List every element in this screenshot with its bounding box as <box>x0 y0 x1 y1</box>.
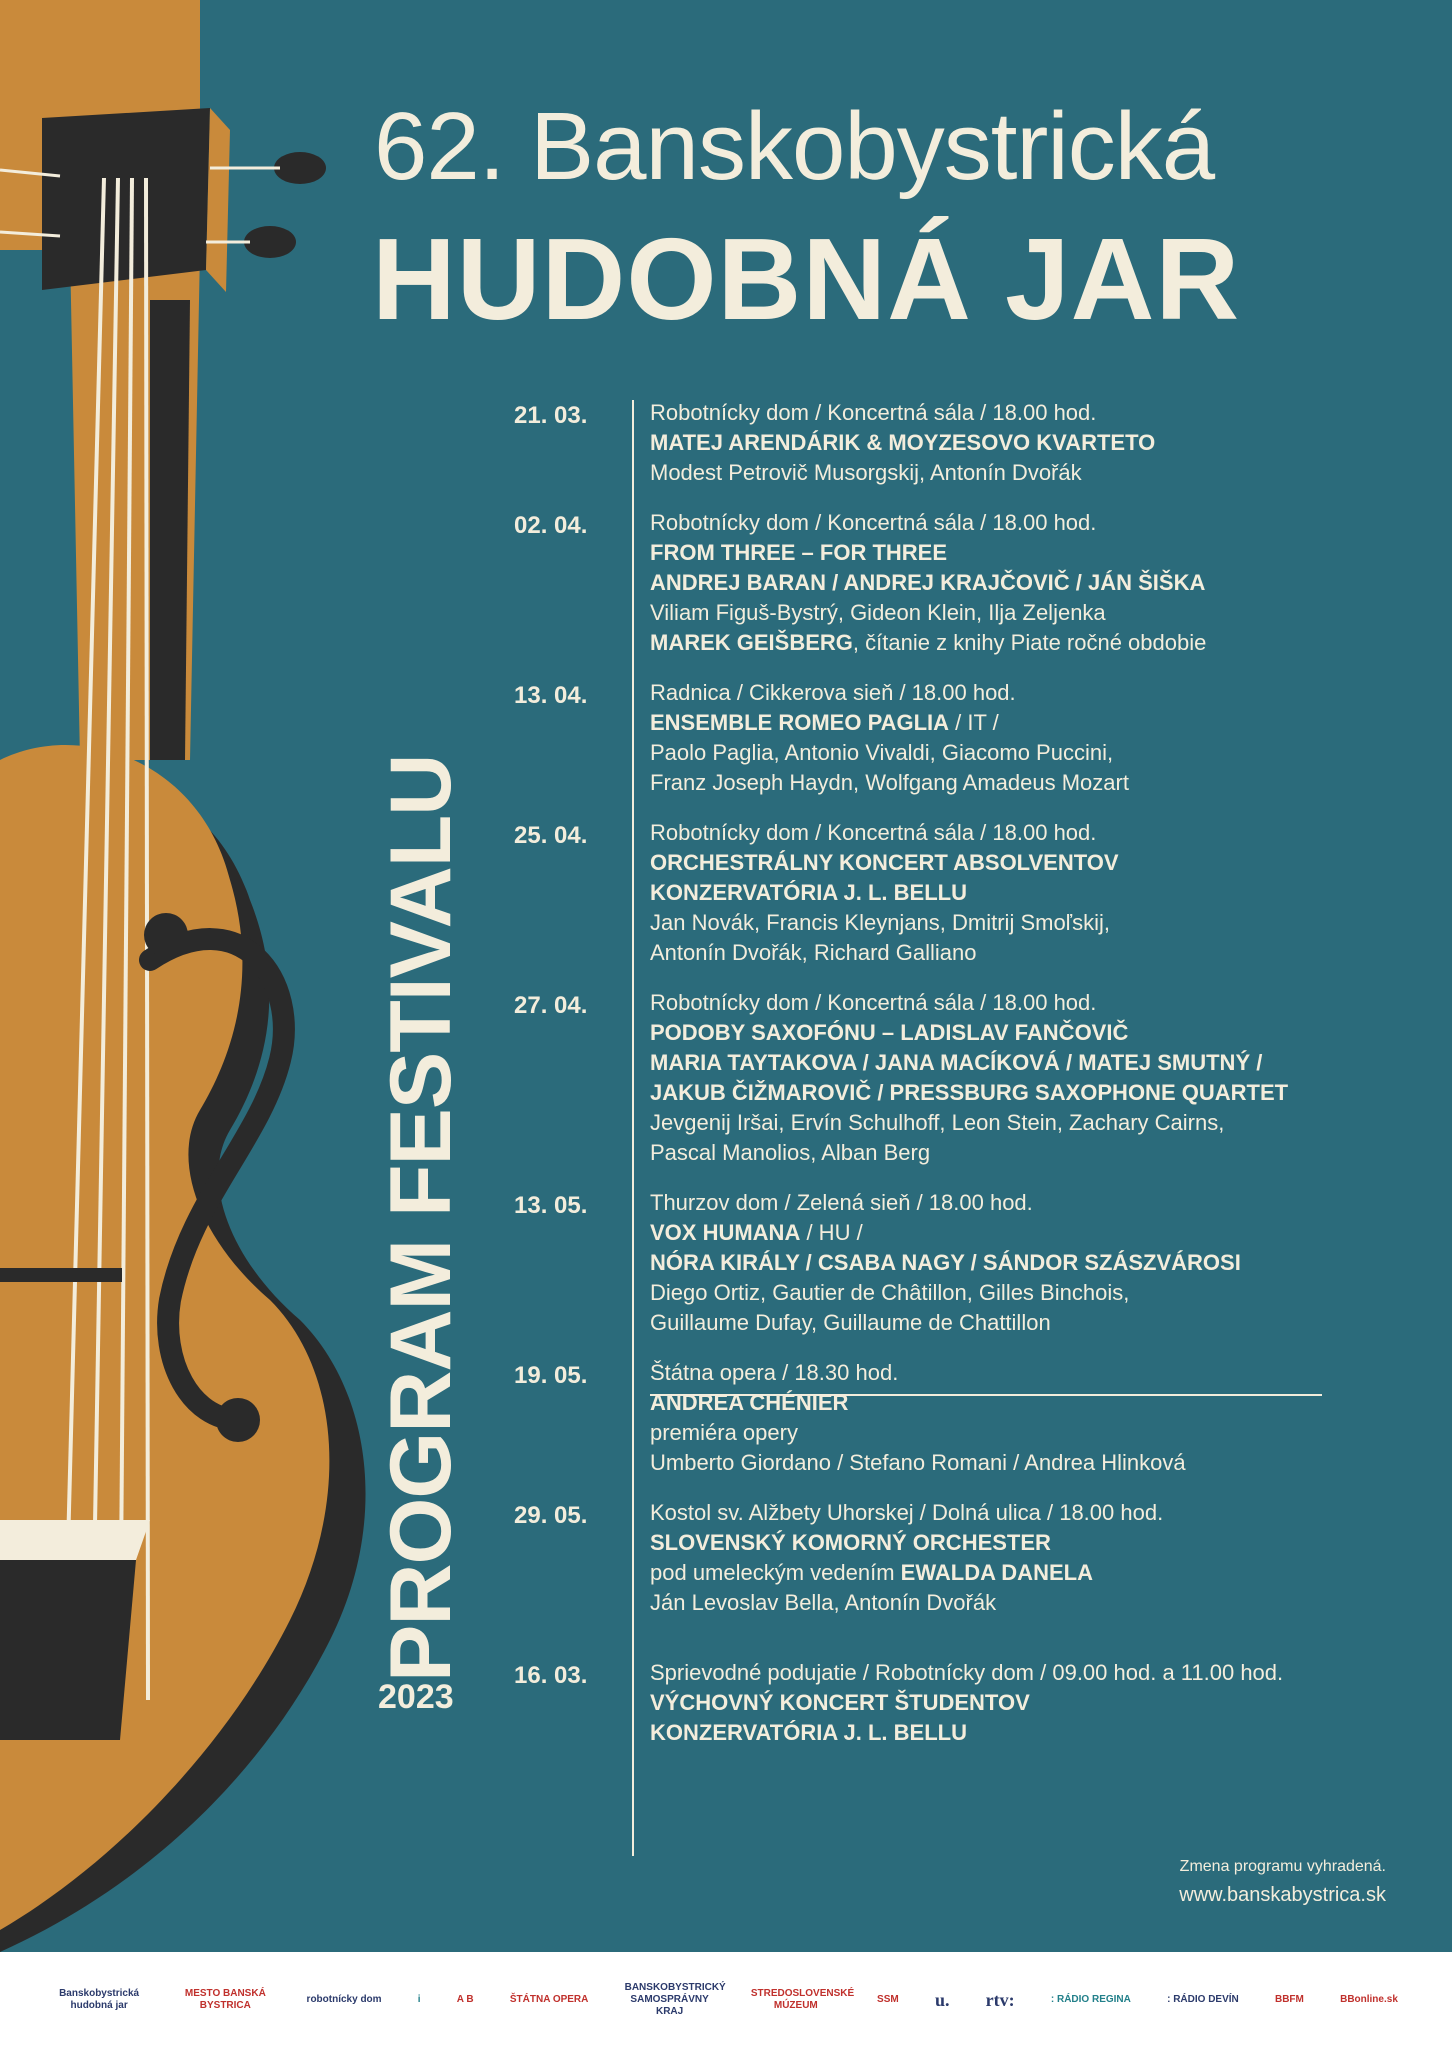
bhj-logo: Banskobystrická hudobná jar <box>59 1988 140 2011</box>
event-line <box>650 1528 1334 1558</box>
festival-name-title: HUDOBNÁ JAR <box>372 214 1241 344</box>
event-detail: Antonín Dvořák, Richard Galliano <box>650 940 977 965</box>
event-item <box>514 818 1334 968</box>
event-performer: ANDREJ BARAN / ANDREJ KRAJČOVIČ / JÁN ŠIŠKA <box>650 570 1206 595</box>
muzeum-logo: STREDOSLOVENSKÉ MÚZEUM <box>750 1988 855 2011</box>
event-date: 29. 05. <box>514 1502 588 1529</box>
event-detail: Viliam Figuš-Bystrý, Gideon Klein, Ilja Zeljenka <box>650 600 1106 625</box>
robotnicky-dom-logo: robotnícky dom <box>306 1994 382 2005</box>
event-performer: EWALDA DANELA <box>900 1560 1093 1585</box>
event-line <box>650 1448 1334 1478</box>
event-performer: SLOVENSKÝ KOMORNÝ ORCHESTER <box>650 1530 1051 1555</box>
event-detail: Pascal Manolios, Alban Berg <box>650 1140 931 1165</box>
event-line <box>650 908 1334 938</box>
fond-logo: u. <box>934 1990 950 2010</box>
event-detail: / IT / <box>949 710 999 735</box>
event-line <box>650 1278 1334 1308</box>
event-line <box>650 628 1334 658</box>
radio-devin-logo: : RÁDIO DEVÍN <box>1167 1994 1239 2005</box>
event-line <box>650 988 1334 1018</box>
event-line <box>650 1358 1334 1388</box>
event-line <box>650 1688 1334 1718</box>
event-performer: MARIA TAYTAKOVA / JANA MACÍKOVÁ / MATEJ SMUTNÝ / <box>650 1050 1263 1075</box>
event-line <box>650 938 1334 968</box>
rtv-logo: rtv: <box>985 1990 1015 2010</box>
event-line <box>650 1248 1334 1278</box>
event-line <box>650 1078 1334 1108</box>
event-detail: Robotnícky dom / Koncertná sála / 18.00 hod. <box>650 990 1097 1015</box>
festival-year: 2023 <box>378 1678 454 1716</box>
sponsor-bar <box>0 1952 1452 2048</box>
event-detail: Radnica / Cikkerova sieň / 18.00 hod. <box>650 680 1016 705</box>
event-detail: Thurzov dom / Zelená sieň / 18.00 hod. <box>650 1190 1033 1215</box>
event-performer: FROM THREE – FOR THREE <box>650 540 948 565</box>
event-performer: MATEJ ARENDÁRIK & MOYZESOVO KVARTETO <box>650 430 1156 455</box>
event-date: 19. 05. <box>514 1362 588 1389</box>
event-line <box>650 1498 1334 1528</box>
event-line <box>650 1718 1334 1748</box>
event-detail: Štátna opera / 18.30 hod. <box>650 1360 899 1385</box>
event-line <box>650 1308 1334 1338</box>
event-detail: Guillaume Dufay, Guillaume de Chattillon <box>650 1310 1051 1335</box>
event-performer: VOX HUMANA <box>650 1220 801 1245</box>
event-detail: Sprievodné podujatie / Robotnícky dom / 09.00 hod. a 11.00 hod. <box>650 1660 1284 1685</box>
event-item <box>514 1188 1334 1338</box>
event-line <box>650 458 1334 488</box>
event-line <box>650 678 1334 708</box>
event-detail: pod umeleckým vedením <box>650 1560 901 1585</box>
event-performer: ANDREA CHÉNIER <box>650 1390 849 1415</box>
event-detail: Franz Joseph Haydn, Wolfgang Amadeus Mozart <box>650 770 1129 795</box>
event-line <box>650 768 1334 798</box>
event-performer: JAKUB ČIŽMAROVIČ / PRESSBURG SAXOPHONE QUARTET <box>650 1080 1289 1105</box>
event-date: 21. 03. <box>514 402 588 429</box>
event-performer: VÝCHOVNÝ KONCERT ŠTUDENTOV <box>650 1690 1030 1715</box>
event-detail: Modest Petrovič Musorgskij, Antonín Dvořák <box>650 460 1082 485</box>
event-list <box>514 398 1334 1768</box>
event-detail: Jevgenij Iršai, Ervín Schulhoff, Leon Stein, Zachary Cairns, <box>650 1110 1225 1135</box>
event-performer: KONZERVATÓRIA J. L. BELLU <box>650 880 967 905</box>
ssm-logo: SSM <box>877 1994 899 2005</box>
event-line <box>650 738 1334 768</box>
event-date: 25. 04. <box>514 822 588 849</box>
event-item <box>514 398 1334 488</box>
event-line <box>650 1138 1334 1168</box>
event-detail: Paolo Paglia, Antonio Vivaldi, Giacomo Puccini, <box>650 740 1114 765</box>
festival-edition-title: 62. Banskobystrická <box>374 93 1215 200</box>
event-item <box>514 1498 1334 1618</box>
event-date: 13. 04. <box>514 682 588 709</box>
bbonline-logo: BBonline.sk <box>1340 1994 1398 2005</box>
event-detail: Robotnícky dom / Koncertná sála / 18.00 hod. <box>650 820 1097 845</box>
event-item <box>514 508 1334 658</box>
event-line <box>650 538 1334 568</box>
event-detail: Jan Novák, Francis Kleynjans, Dmitrij Smoľskij, <box>650 910 1110 935</box>
event-line <box>650 878 1334 908</box>
radnica-logo: A B <box>456 1994 474 2005</box>
website-link[interactable]: www.banskabystrica.sk <box>1179 1884 1386 1906</box>
event-line <box>650 1018 1334 1048</box>
event-item <box>514 1658 1334 1748</box>
event-performer: ORCHESTRÁLNY KONCERT ABSOLVENTOV <box>650 850 1119 875</box>
event-line <box>650 1188 1334 1218</box>
event-detail: Robotnícky dom / Koncertná sála / 18.00 hod. <box>650 510 1097 535</box>
event-date: 13. 05. <box>514 1192 588 1219</box>
event-date: 16. 03. <box>514 1662 588 1689</box>
event-item <box>514 678 1334 798</box>
event-line <box>650 1418 1334 1448</box>
mesto-bb-logo: MESTO BANSKÁ BYSTRICA <box>184 1988 266 2011</box>
radio-regina-logo: : RÁDIO REGINA <box>1050 1994 1131 2005</box>
event-detail: Kostol sv. Alžbety Uhorskej / Dolná ulica / 18.00 hod. <box>650 1500 1164 1525</box>
event-line <box>650 1388 1334 1418</box>
event-line <box>650 598 1334 628</box>
event-detail: premiéra opery <box>650 1420 798 1445</box>
event-detail: / HU / <box>800 1220 863 1245</box>
event-item <box>514 1358 1334 1478</box>
event-line <box>650 1658 1334 1688</box>
knihovna-logo: i <box>417 1994 421 2005</box>
event-detail: Robotnícky dom / Koncertná sála / 18.00 hod. <box>650 400 1097 425</box>
event-detail: Umberto Giordano / Stefano Romani / Andrea Hlinková <box>650 1450 1186 1475</box>
event-line <box>650 428 1334 458</box>
event-line <box>650 1218 1334 1248</box>
event-performer: KONZERVATÓRIA J. L. BELLU <box>650 1720 967 1745</box>
event-line <box>650 848 1334 878</box>
program-vertical-title: PROGRAM FESTIVALU <box>373 754 469 1682</box>
event-detail: Diego Ortiz, Gautier de Châtillon, Gilles Binchois, <box>650 1280 1130 1305</box>
event-line <box>650 818 1334 848</box>
event-detail: , čítanie z knihy Piate ročné obdobie <box>852 630 1207 655</box>
event-date: 02. 04. <box>514 512 588 539</box>
event-date: 27. 04. <box>514 992 588 1019</box>
event-line <box>650 1048 1334 1078</box>
event-line <box>650 398 1334 428</box>
event-line <box>650 1108 1334 1138</box>
event-performer: PODOBY SAXOFÓNU – LADISLAV FANČOVIČ <box>650 1020 1129 1045</box>
event-line <box>650 1588 1334 1618</box>
program-change-note: Zmena programu vyhradená. <box>1179 1858 1386 1875</box>
event-line <box>650 508 1334 538</box>
statna-opera-logo: ŠTÁTNA OPERA <box>509 1994 589 2005</box>
event-line <box>650 568 1334 598</box>
event-performer: MAREK GEIŠBERG <box>650 630 853 655</box>
event-performer: ENSEMBLE ROMEO PAGLIA <box>650 710 950 735</box>
event-item <box>514 988 1334 1168</box>
event-detail: Ján Levoslav Bella, Antonín Dvořák <box>650 1590 997 1615</box>
event-performer: NÓRA KIRÁLY / CSABA NAGY / SÁNDOR SZÁSZVÁROSI <box>650 1250 1241 1275</box>
bbsk-logo: BANSKOBYSTRICKÝ SAMOSPRÁVNY KRAJ <box>624 1982 726 2017</box>
bbfm-logo: BBFM <box>1274 1994 1304 2005</box>
event-line <box>650 1558 1334 1588</box>
event-line <box>650 708 1334 738</box>
